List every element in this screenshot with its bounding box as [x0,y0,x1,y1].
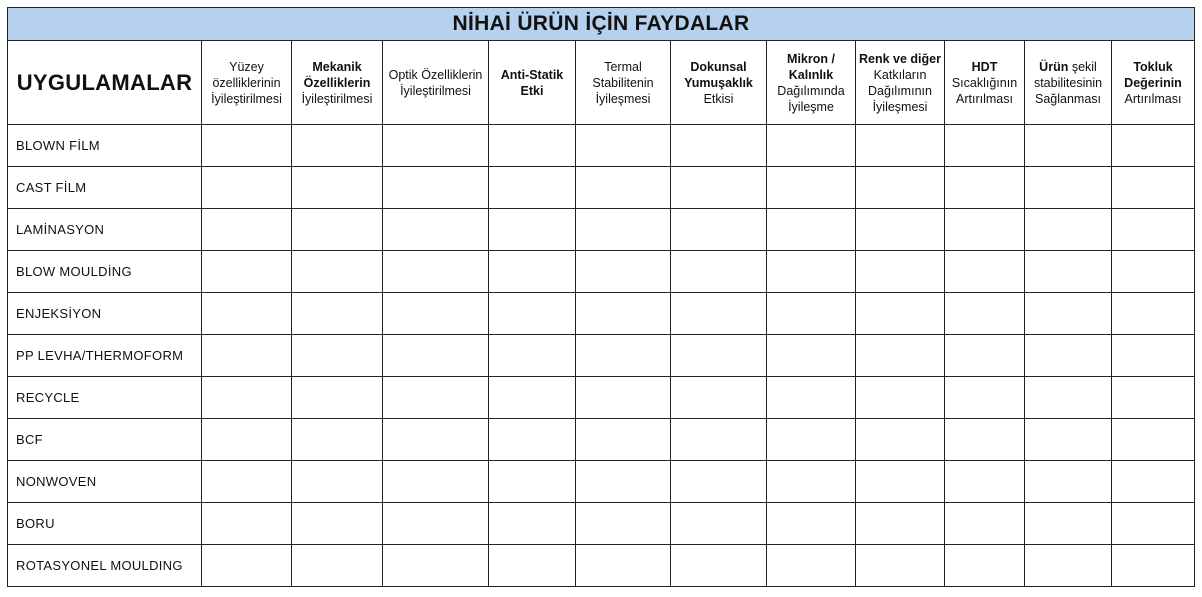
empty-cell [856,503,945,545]
empty-cell [1112,209,1195,251]
empty-cell [292,545,383,587]
table-row [8,461,1195,503]
empty-cell [945,545,1025,587]
application-name: CAST FİLM [8,167,202,209]
empty-cell [383,167,489,209]
empty-cell [767,251,856,293]
empty-cell [489,209,576,251]
empty-cell [202,545,292,587]
column-header [202,41,292,125]
empty-cell [576,209,671,251]
empty-cell [292,461,383,503]
table-row [8,335,1195,377]
empty-cell [856,335,945,377]
column-header-text: Mikron / Kalınlık [787,51,835,82]
application-name: BORU [8,503,202,545]
empty-cell [945,419,1025,461]
column-header [489,41,576,125]
benefits-table [7,7,1195,587]
table-row [8,251,1195,293]
empty-cell [767,545,856,587]
empty-cell [202,167,292,209]
empty-cell [292,167,383,209]
column-header [671,41,767,125]
empty-cell [576,377,671,419]
empty-cell [856,545,945,587]
column-header-text: Artırılması [1124,91,1182,106]
empty-cell [1025,209,1112,251]
empty-cell [292,377,383,419]
table-row [8,125,1195,167]
empty-cell [856,377,945,419]
column-header-text: Etkisi [703,91,734,106]
empty-cell [767,335,856,377]
column-header-text: Optik Özelliklerin İyileştirilmesi [388,67,483,98]
empty-cell [292,335,383,377]
empty-cell [1112,335,1195,377]
empty-cell [767,461,856,503]
table-row [8,167,1195,209]
empty-cell [945,503,1025,545]
empty-cell [576,545,671,587]
empty-cell [671,209,767,251]
column-header-text: Ürün [1039,59,1069,74]
empty-cell [856,167,945,209]
empty-cell [292,419,383,461]
column-header-text: Katkıların Dağılımının İyileşmesi [868,67,932,114]
empty-cell [202,125,292,167]
empty-cell [671,419,767,461]
column-header [576,41,671,125]
column-header-text: Yüzey özelliklerinin İyileştirilmesi [211,59,282,106]
empty-cell [576,251,671,293]
applications-header: UYGULAMALAR [8,41,202,125]
empty-cell [1025,419,1112,461]
empty-cell [489,125,576,167]
header-row [8,41,1195,125]
application-name: PP LEVHA/THERMOFORM [8,335,202,377]
empty-cell [671,251,767,293]
column-header-text: şekil stabilitesinin Sağlanması [1033,59,1103,106]
empty-cell [292,503,383,545]
empty-cell [856,251,945,293]
empty-cell [383,125,489,167]
empty-cell [202,335,292,377]
empty-cell [767,209,856,251]
column-header [292,41,383,125]
empty-cell [383,461,489,503]
empty-cell [671,125,767,167]
empty-cell [856,293,945,335]
empty-cell [671,545,767,587]
empty-cell [383,419,489,461]
empty-cell [1112,251,1195,293]
empty-cell [945,461,1025,503]
empty-cell [1112,419,1195,461]
empty-cell [576,167,671,209]
empty-cell [576,125,671,167]
empty-cell [202,461,292,503]
empty-cell [576,293,671,335]
empty-cell [489,461,576,503]
application-name: LAMİNASYON [8,209,202,251]
column-header [767,41,856,125]
empty-cell [202,209,292,251]
empty-cell [202,503,292,545]
empty-cell [383,251,489,293]
empty-cell [383,335,489,377]
column-header-text: Dağılımında İyileşme [777,83,845,114]
empty-cell [383,377,489,419]
empty-cell [1112,461,1195,503]
empty-cell [489,545,576,587]
empty-cell [1025,251,1112,293]
empty-cell [945,125,1025,167]
table-row [8,419,1195,461]
table-body [8,125,1195,587]
empty-cell [576,461,671,503]
empty-cell [1112,293,1195,335]
empty-cell [1025,167,1112,209]
empty-cell [671,293,767,335]
table-row [8,377,1195,419]
empty-cell [1112,503,1195,545]
empty-cell [1025,335,1112,377]
column-header [1025,41,1112,125]
empty-cell [767,125,856,167]
empty-cell [202,377,292,419]
column-header [945,41,1025,125]
column-header-text: Renk ve diğer [859,51,941,66]
empty-cell [945,167,1025,209]
empty-cell [856,419,945,461]
empty-cell [1025,293,1112,335]
empty-cell [767,293,856,335]
empty-cell [1112,377,1195,419]
empty-cell [1025,461,1112,503]
empty-cell [671,461,767,503]
column-header [383,41,489,125]
application-name: ENJEKSİYON [8,293,202,335]
column-header [1112,41,1195,125]
empty-cell [292,209,383,251]
table-row [8,209,1195,251]
empty-cell [856,209,945,251]
empty-cell [1025,125,1112,167]
empty-cell [383,503,489,545]
column-header-text: Termal Stabilitenin İyileşmesi [592,59,654,106]
empty-cell [1112,167,1195,209]
empty-cell [576,503,671,545]
empty-cell [202,293,292,335]
empty-cell [671,335,767,377]
application-name: RECYCLE [8,377,202,419]
empty-cell [945,335,1025,377]
column-header-text: Anti-Statik Etki [500,67,564,98]
empty-cell [945,209,1025,251]
table-row [8,293,1195,335]
application-name: BLOW MOULDİNG [8,251,202,293]
empty-cell [767,503,856,545]
empty-cell [489,293,576,335]
empty-cell [489,503,576,545]
application-name: BLOWN FİLM [8,125,202,167]
empty-cell [1112,545,1195,587]
empty-cell [1025,377,1112,419]
empty-cell [671,377,767,419]
empty-cell [292,125,383,167]
empty-cell [383,545,489,587]
column-header-text: Sıcaklığının Artırılması [951,75,1018,106]
application-name: NONWOVEN [8,461,202,503]
empty-cell [767,377,856,419]
benefits-table-container [7,7,1195,587]
empty-cell [1025,503,1112,545]
empty-cell [383,293,489,335]
table-row [8,545,1195,587]
application-name: ROTASYONEL MOULDING [8,545,202,587]
empty-cell [576,419,671,461]
empty-cell [292,251,383,293]
table-row [8,503,1195,545]
application-name: BCF [8,419,202,461]
empty-cell [1112,125,1195,167]
empty-cell [945,293,1025,335]
column-header-text: Tokluk Değerinin [1124,59,1182,90]
empty-cell [489,377,576,419]
empty-cell [767,167,856,209]
empty-cell [383,209,489,251]
empty-cell [576,335,671,377]
empty-cell [671,167,767,209]
empty-cell [202,419,292,461]
empty-cell [292,293,383,335]
empty-cell [945,377,1025,419]
empty-cell [489,167,576,209]
empty-cell [945,251,1025,293]
table-title: NİHAİ ÜRÜN İÇİN FAYDALAR [8,8,1195,41]
empty-cell [489,251,576,293]
empty-cell [489,335,576,377]
empty-cell [767,419,856,461]
empty-cell [856,125,945,167]
empty-cell [856,461,945,503]
column-header-text: Dokunsal Yumuşaklık [684,59,753,90]
empty-cell [202,251,292,293]
empty-cell [671,503,767,545]
empty-cell [1025,545,1112,587]
column-header [856,41,945,125]
empty-cell [489,419,576,461]
column-header-text: HDT [971,59,998,74]
column-header-text: İyileştirilmesi [301,91,373,106]
column-header-text: Mekanik Özelliklerin [303,59,371,90]
